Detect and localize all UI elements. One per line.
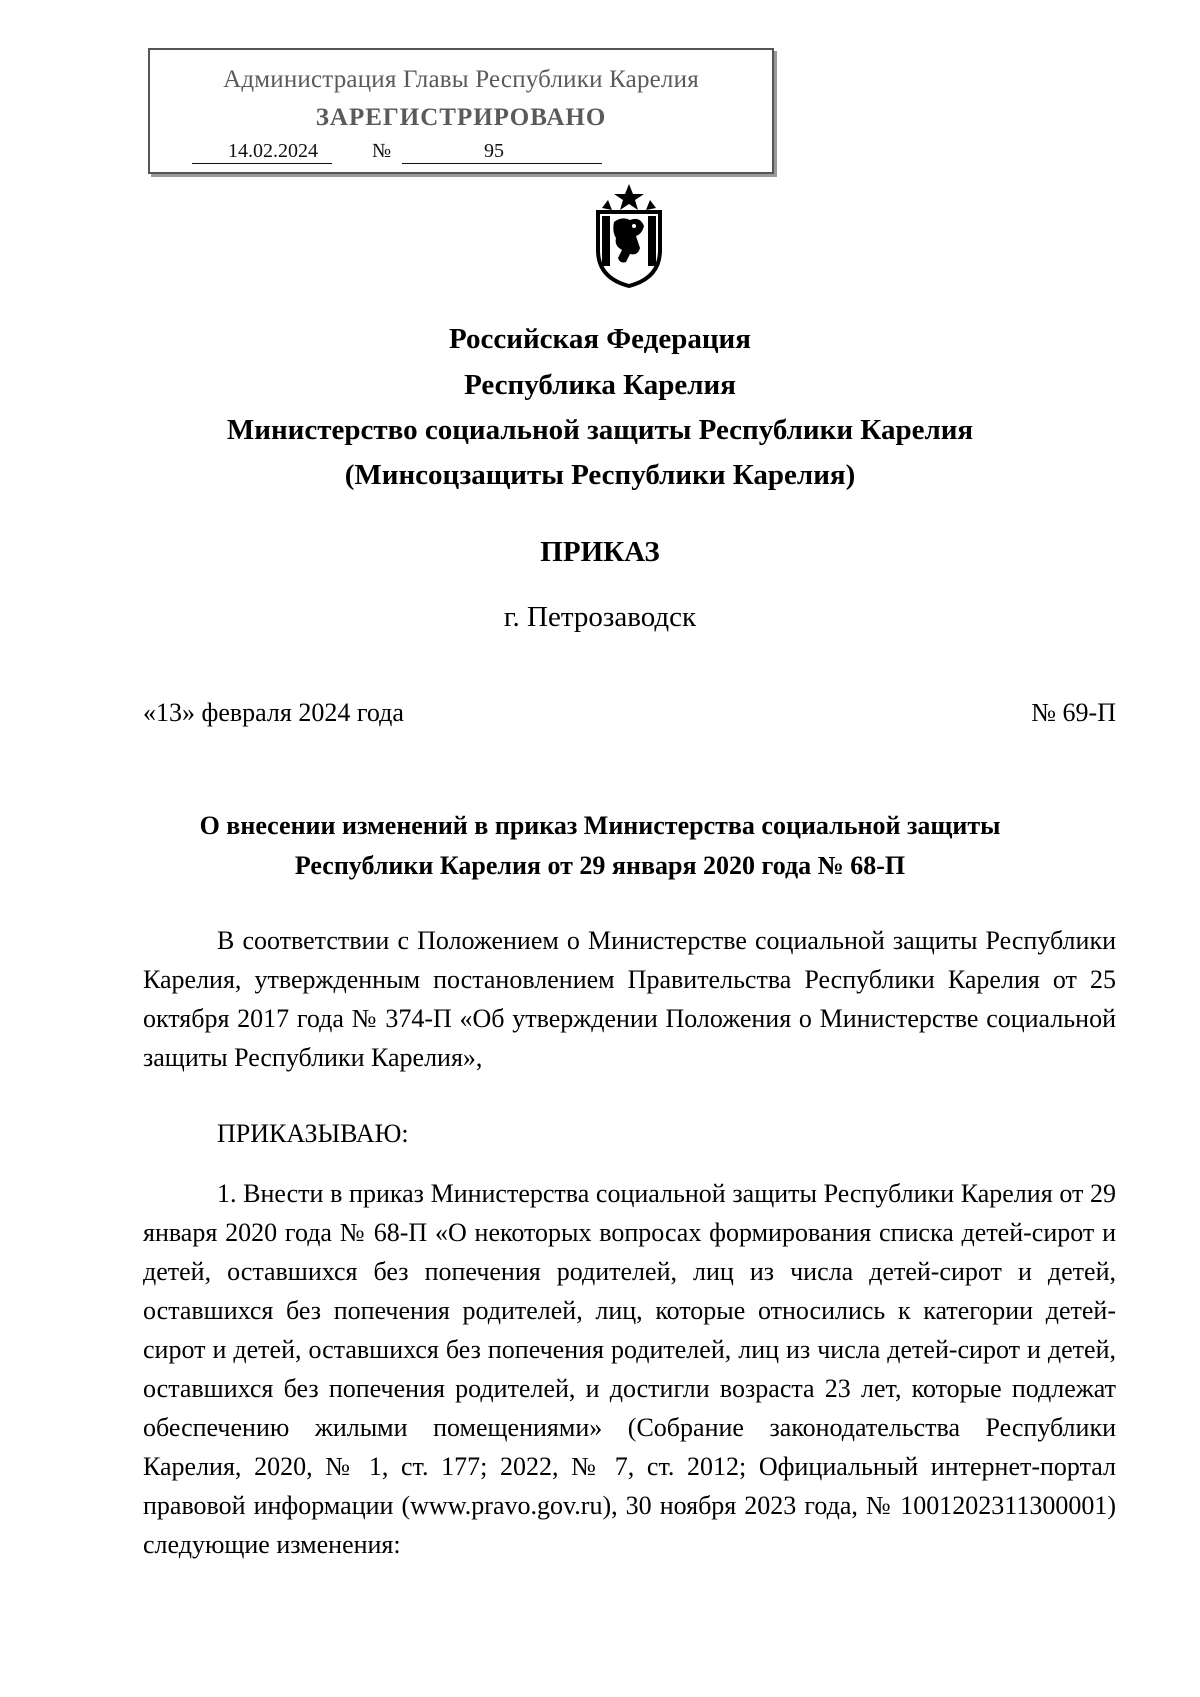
header-region: Республика Карелия <box>464 369 736 401</box>
document-number: № 69-П <box>1031 698 1116 727</box>
item-1-paragraph: 1. Внести в приказ Министерства социальной защиты Республики Карелия от 29 января 2020 года № 68-П «О некоторых вопросах формирования списка детей-сирот и детей, оставшихся без попечения родителей, лиц из числа детей-сирот и детей, оставшихся без попечения родителей, лиц, которые относились к категории детей-сирот и детей, оставшихся без попечения родителей, лиц из числа детей-сирот и детей, оставшихся без попечения родителей, и достигли возраста 23 лет, которые подлежат обеспечению жилыми помещениями» (Собрание законодательства Республики Карелия, 2020, № 1, ст. 177; 2022, № 7, ст. 2012; Официальный интернет-портал правовой информации (www.pravo.gov.ru), 30 ноября 2023 года, № 1001202311300001) следующие изменения: <box>143 1179 1116 1559</box>
document-title: ПРИКАЗ <box>540 536 660 568</box>
subject-line-2: Республики Карелия от 29 января 2020 года № 68-П <box>294 851 906 880</box>
document-subject <box>0 806 1200 886</box>
document-date: «13» февраля 2024 года <box>143 698 404 727</box>
stamp-number-underline <box>402 163 602 164</box>
stamp-registration-line <box>192 138 748 168</box>
stamp-date-underline <box>192 163 332 164</box>
stamp-status: ЗАРЕГИСТРИРОВАНО <box>315 104 607 131</box>
stamp-number: 95 <box>484 140 504 162</box>
header-ministry-short: (Минсоцзащиты Республики Карелия) <box>344 459 856 491</box>
header-ministry: Министерство социальной защиты Республики Карелия <box>226 414 974 446</box>
stamp-number-sign: № <box>372 140 392 162</box>
karelia-coat-of-arms-icon <box>584 182 674 290</box>
order-word: ПРИКАЗЫВАЮ: <box>217 1119 409 1148</box>
subject-line-1: О внесении изменений в приказ Министерства социальной защиты <box>199 811 1001 840</box>
document-city: г. Петрозаводск <box>503 601 697 633</box>
stamp-organization: Администрация Главы Республики Карелия <box>223 66 699 93</box>
header-country: Российская Федерация <box>449 323 751 355</box>
stamp-date: 14.02.2024 <box>228 140 318 162</box>
registration-stamp <box>148 48 774 174</box>
preamble-paragraph: В соответствии с Положением о Министерстве социальной защиты Республики Карелия, утвержденным постановлением Правительства Республики Карелия от 25 октября 2017 года № 374-П «Об утверждении Положения о Министерстве социальной защиты Республики Карелия», <box>143 926 1116 1072</box>
